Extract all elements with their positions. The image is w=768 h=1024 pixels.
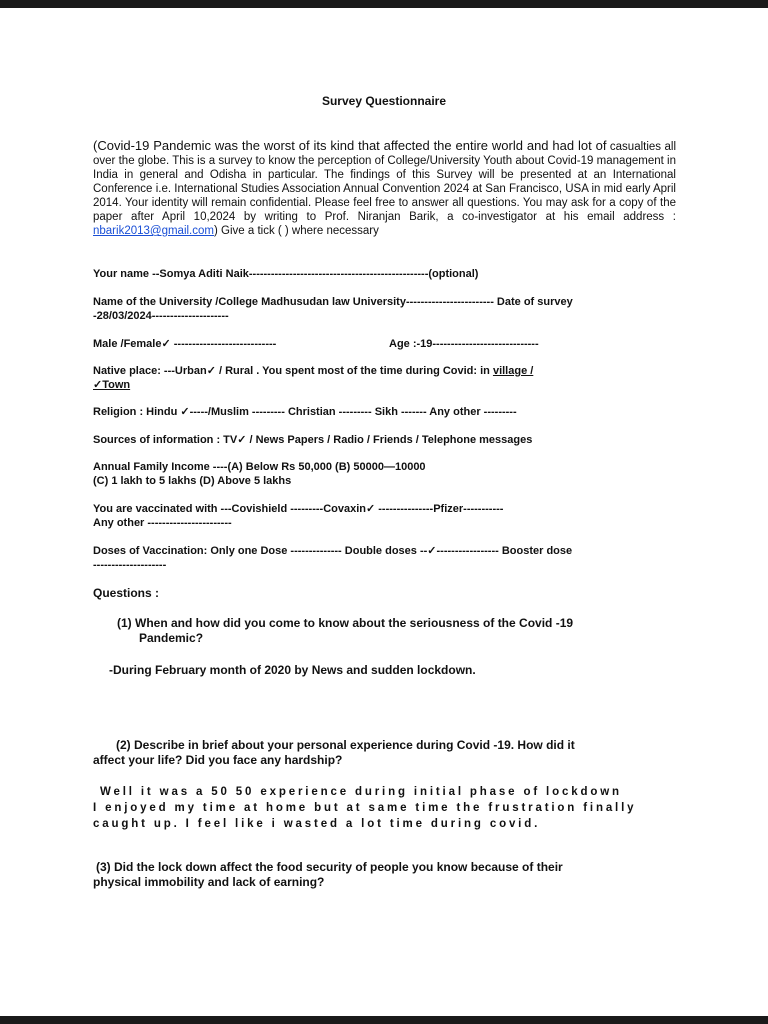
native-place-field — [93, 364, 683, 392]
answer-2 — [93, 784, 753, 832]
questions-heading: Questions : — [93, 586, 160, 600]
vaccine-line-2: Any other ----------------------- — [93, 517, 232, 529]
answer-2-line-1: Well it was a 50 50 experience during initial phase of lockdown — [100, 786, 622, 798]
intro-paragraph — [93, 139, 676, 238]
question-2-line-1: (2) Describe in brief about your personal experience during Covid -19. How did it — [116, 738, 575, 752]
answer-2-line-2: I enjoyed my time at home but at same time the frustration finally — [93, 802, 637, 814]
native-place-text: Native place: ---Urban✓ / Rural . You spent most of the time during Covid: in — [93, 365, 493, 377]
question-3-line-1: (3) Did the lock down affect the food security of people you know because of their — [96, 860, 563, 874]
email-link[interactable]: nbarik2013@gmail.com — [93, 225, 214, 237]
name-field: Your name --Somya Aditi Naik-------------------------------------------------(optional) — [93, 268, 479, 280]
religion-field: Religion : Hindu ✓-----/Muslim --------- Christian --------- Sikh ------- Any other --------- — [93, 406, 517, 418]
answer-1: -During February month of 2020 by News and sudden lockdown. — [109, 663, 476, 677]
gender-field: Male /Female✓ ---------------------------- — [93, 338, 277, 350]
age-field: Age :-19----------------------------- — [389, 338, 539, 350]
question-1-line-1: (1) When and how did you come to know about the seriousness of the Covid -19 — [117, 616, 574, 630]
question-3-line-2: physical immobility and lack of earning? — [93, 875, 325, 889]
question-1-line-2: Pandemic? — [139, 631, 204, 645]
income-line-1: Annual Family Income ----(A) Below Rs 50,000 (B) 50000—10000 — [93, 461, 426, 473]
sources-field: Sources of information : TV✓ / News Papers / Radio / Friends / Telephone messages — [93, 434, 533, 446]
university-line-1: Name of the University /College Madhusudan law University------------------------ Date of survey — [93, 296, 573, 308]
income-field — [93, 460, 683, 488]
answer-2-line-3: caught up. I feel like i wasted a lot time during covid. — [93, 818, 541, 830]
survey-date: -28/03/2024--------------------- — [93, 310, 229, 322]
native-village: village / — [492, 365, 534, 377]
question-2 — [93, 738, 693, 768]
intro-lead: (Covid-19 Pandemic was the worst of its kind that affected the entire world and had lot of — [93, 138, 607, 153]
doses-line-2: -------------------- — [93, 559, 167, 571]
bottom-border — [0, 1016, 768, 1024]
income-line-2: (C) 1 lakh to 5 lakhs (D) Above 5 lakhs — [93, 475, 292, 487]
question-3 — [93, 860, 693, 890]
vaccine-field — [93, 502, 683, 530]
university-field — [93, 295, 683, 323]
intro-body: casualties all over the globe. This is a survey to know the perception of College/University Youth about Covid-19 management in India in general and Odisha in particular. The findings of this Survey will be presented at an International Conference i.e. International Studies Association Annual Convention 2024 at San Francisco, USA in mid early April 2014. Your identity will remain confidential. Please feel free to answer all questions. You may ask for a copy of the paper after April 10,2024 by writing to Prof. Niranjan Barik, a co-investigator at his email address : — [93, 141, 677, 223]
vaccine-line-1: You are vaccinated with ---Covishield ---------Covaxin✓ ---------------Pfizer----------- — [93, 503, 504, 515]
page-title: Survey Questionnaire — [321, 94, 447, 108]
doses-line-1: Doses of Vaccination: Only one Dose -------------- Double doses --✓----------------- Booster dose — [93, 545, 573, 557]
doses-field — [93, 544, 683, 572]
question-2-line-2: affect your life? Did you face any hardship? — [93, 753, 343, 767]
question-1 — [117, 616, 677, 646]
intro-tail: ) Give a tick ( ) where necessary — [213, 225, 379, 237]
native-town: ✓Town — [93, 379, 131, 391]
